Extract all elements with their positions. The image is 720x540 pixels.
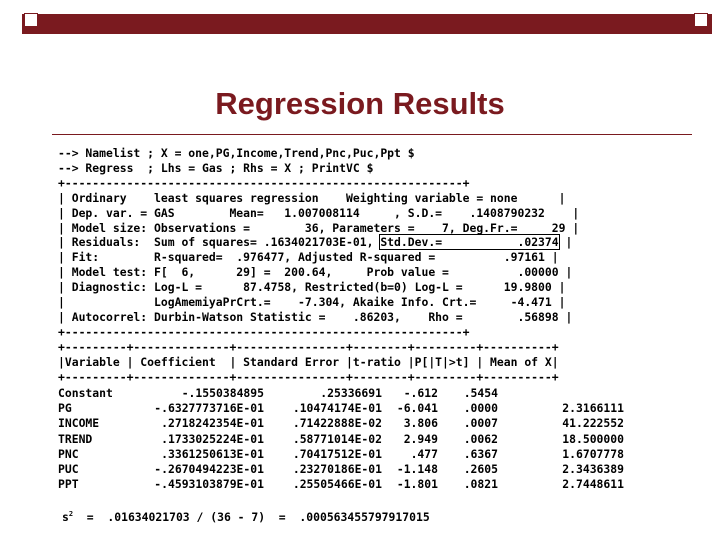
cell-t-ratio: -1.148	[396, 461, 438, 476]
cell-mean-x: 2.3436389	[562, 461, 624, 476]
coef-header-border: +---------+--------------+----------------+--------+---------+----------+	[58, 369, 559, 384]
cell-coefficient: -.6327773716E-01	[154, 401, 264, 416]
cell-std-error: .25505466E-01	[292, 477, 382, 492]
cell-t-ratio: -1.801	[396, 477, 438, 492]
variance-formula: $s^2 = .01634021703 / (36 - 7) = .000563455797917015$	[62, 510, 430, 524]
table-row	[58, 432, 624, 447]
regression-output	[58, 146, 579, 385]
summary-line-fit: | Fit: R-squared= .976477, Adjusted R-squared = .97161 |	[58, 250, 559, 265]
cell-p-value: .5454	[463, 386, 498, 400]
cell-coefficient: -.2670494223E-01	[154, 461, 264, 476]
cell-mean-x: 18.500000	[562, 431, 624, 446]
cell-std-error: .25336691	[320, 386, 382, 400]
cell-p-value: .0007	[463, 416, 498, 431]
stddev-highlight: Std.Dev.= .02374	[380, 235, 559, 250]
summary-line-autocorrel: | Autocorrel: Durbin-Watson Statistic = .86203, Rho = .56898 |	[58, 309, 573, 324]
cell-coefficient: .2718242354E-01	[161, 416, 264, 431]
cell-std-error: .23270186E-01	[292, 461, 382, 476]
coefficient-table	[58, 386, 624, 492]
banner-square-left	[24, 13, 38, 27]
table-row	[58, 447, 624, 462]
cell-t-ratio: .477	[410, 446, 438, 461]
summary-line-modeltest: | Model test: F[ 6, 29] = 200.64, Prob value = .00000 |	[58, 265, 573, 280]
cell-std-error: .71422888E-02	[292, 416, 382, 431]
banner-bar	[22, 14, 712, 34]
table-row	[58, 401, 624, 416]
cell-std-error: .10474174E-01	[292, 401, 382, 416]
cell-variable: PPT	[58, 477, 79, 492]
cell-mean-x	[498, 386, 624, 401]
cell-std-error: .58771014E-02	[292, 431, 382, 446]
cell-p-value: .0821	[463, 477, 498, 492]
cell-variable: PG	[58, 401, 72, 416]
cell-coefficient: .3361250613E-01	[161, 446, 264, 461]
summary-line-modelsize: | Model size: Observations = 36, Parameters = 7, Deg.Fr.= 29 |	[58, 220, 580, 235]
table-row	[58, 416, 624, 431]
cell-coefficient: -.4593103879E-01	[154, 477, 264, 492]
cell-mean-x: 41.222552	[562, 416, 624, 431]
command-line-regress: --> Regress ; Lhs = Gas ; Rhs = X ; PrintVC $	[58, 160, 374, 175]
title-banner	[22, 10, 712, 36]
cell-p-value: .2605	[463, 461, 498, 476]
cell-std-error: .70417512E-01	[292, 446, 382, 461]
summary-line-diagnostic: | Diagnostic: Log-L = 87.4758, Restricted(b=0) Log-L = 19.9800 |	[58, 280, 566, 295]
cell-p-value: .0062	[463, 431, 498, 446]
summary-top-border: +----------------------------------------------------------+	[58, 175, 470, 190]
cell-t-ratio: -6.041	[396, 401, 438, 416]
cell-variable: INCOME	[58, 416, 100, 431]
table-row	[58, 477, 624, 492]
summary-line-depvar: | Dep. var. = GAS Mean= 1.007008114 , S.D.= .1408790232 |	[58, 205, 580, 220]
summary-line-method: | Ordinary least squares regression Weighting variable = none |	[58, 190, 566, 205]
cell-mean-x: 2.7448611	[562, 477, 624, 492]
cell-t-ratio: -.612	[403, 386, 438, 400]
coef-top-border: +---------+--------------+----------------+--------+---------+----------+	[58, 339, 559, 354]
table-row	[58, 462, 624, 477]
cell-p-value: .6367	[463, 446, 498, 461]
cell-coefficient: -.1550384895	[181, 386, 264, 400]
page-title: Regression Results	[215, 86, 505, 121]
table-row	[58, 386, 624, 401]
summary-bottom-border: +----------------------------------------------------------+	[58, 324, 470, 339]
summary-line-residuals: | Residuals: Sum of squares= .1634021703E-01, Std.Dev.= .02374 |	[58, 235, 573, 250]
cell-t-ratio: 2.949	[403, 431, 438, 446]
command-line-namelist: --> Namelist ; X = one,PG,Income,Trend,Pnc,Puc,Ppt $	[58, 146, 415, 160]
title-rule	[52, 134, 692, 135]
banner-square-right	[694, 13, 708, 27]
cell-mean-x: 1.6707778	[562, 446, 624, 461]
cell-variable: TREND	[58, 431, 93, 446]
cell-coefficient: .1733025224E-01	[161, 431, 264, 446]
summary-line-amemiya: | LogAmemiyaPrCrt.= -7.304, Akaike Info. Crt.= -4.471 |	[58, 295, 566, 310]
cell-variable: PNC	[58, 446, 79, 461]
cell-t-ratio: 3.806	[403, 416, 438, 431]
cell-variable: Constant	[58, 386, 113, 400]
cell-variable: PUC	[58, 461, 79, 476]
cell-p-value: .0000	[463, 401, 498, 416]
coef-header: |Variable | Coefficient | Standard Error |t-ratio |P[|T|>t] | Mean of X|	[58, 354, 559, 369]
cell-mean-x: 2.3166111	[562, 401, 624, 416]
